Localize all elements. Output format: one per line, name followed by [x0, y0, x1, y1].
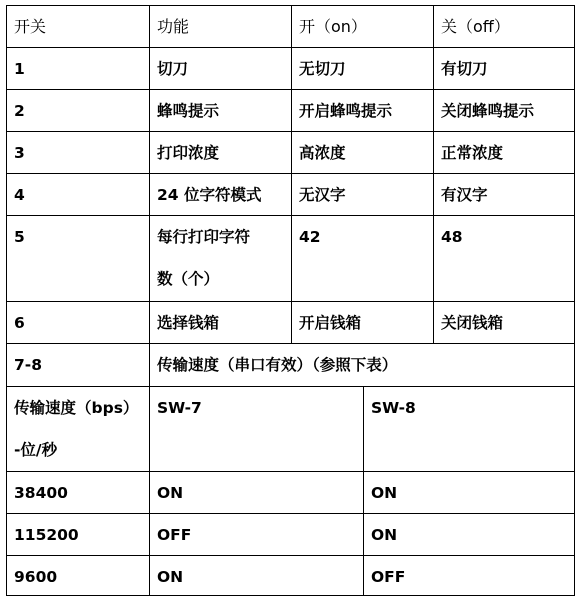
sw8-header: SW-8: [363, 386, 575, 471]
function-cell: [149, 215, 291, 301]
table-row: [6, 173, 575, 215]
function-line-1: 每行打印字符: [157, 228, 251, 246]
sw8-cell: OFF: [363, 555, 575, 596]
on-cell: 开启蜂鸣提示: [291, 89, 433, 131]
table-row: [6, 131, 575, 173]
off-cell: 关闭钱箱: [433, 301, 575, 343]
baud-rate-header: [6, 386, 149, 471]
on-cell: 42: [291, 215, 433, 301]
on-cell: 无切刀: [291, 47, 433, 89]
baud-row: [6, 471, 575, 513]
baud-section-row: [6, 343, 575, 386]
on-cell: 开启钱箱: [291, 301, 433, 343]
switch-cell: 3: [6, 131, 149, 173]
baud-header-row: [6, 386, 575, 471]
table-row: [6, 89, 575, 131]
baud-rate-cell: 9600: [6, 555, 149, 596]
baud-header-line-2: -位/秒: [14, 441, 58, 459]
table-bottom-border: [6, 595, 575, 596]
off-cell: 有切刀: [433, 47, 575, 89]
header-cell-function: 功能: [149, 5, 291, 47]
switch-cell: 7-8: [6, 343, 149, 386]
on-cell: 高浓度: [291, 131, 433, 173]
sw7-cell: OFF: [149, 513, 363, 555]
header-cell-on: 开（on）: [291, 5, 433, 47]
baud-row: [6, 513, 575, 555]
header-cell-switch: 开关: [6, 5, 149, 47]
baud-section-title: 传输速度（串口有效）（参照下表）: [149, 343, 575, 386]
off-cell: 48: [433, 215, 575, 301]
off-cell: 有汉字: [433, 173, 575, 215]
off-cell: 关闭蜂鸣提示: [433, 89, 575, 131]
switch-cell: 4: [6, 173, 149, 215]
sw7-header: SW-7: [149, 386, 363, 471]
header-cell-off: 关（off）: [433, 5, 575, 47]
function-cell: 打印浓度: [149, 131, 291, 173]
function-cell: 切刀: [149, 47, 291, 89]
baud-rate-cell: 38400: [6, 471, 149, 513]
baud-row: [6, 555, 575, 596]
table-row: [6, 47, 575, 89]
table-header-row: [6, 5, 575, 47]
on-cell: 无汉字: [291, 173, 433, 215]
baud-rate-cell: 115200: [6, 513, 149, 555]
baud-header-line-1: 传输速度（bps）: [14, 399, 139, 417]
switch-cell: 5: [6, 215, 149, 301]
function-cell: 选择钱箱: [149, 301, 291, 343]
function-line-2: 数（个）: [157, 270, 220, 288]
sw7-cell: ON: [149, 471, 363, 513]
sw8-cell: ON: [363, 471, 575, 513]
dip-switch-table: [6, 5, 575, 596]
function-cell: 24 位字符模式: [149, 173, 291, 215]
sw8-cell: ON: [363, 513, 575, 555]
table-right-border: [574, 5, 575, 596]
switch-cell: 2: [6, 89, 149, 131]
table-row: [6, 301, 575, 343]
switch-cell: 1: [6, 47, 149, 89]
off-cell: 正常浓度: [433, 131, 575, 173]
table-row: [6, 215, 575, 301]
sw7-cell: ON: [149, 555, 363, 596]
switch-cell: 6: [6, 301, 149, 343]
function-cell: 蜂鸣提示: [149, 89, 291, 131]
